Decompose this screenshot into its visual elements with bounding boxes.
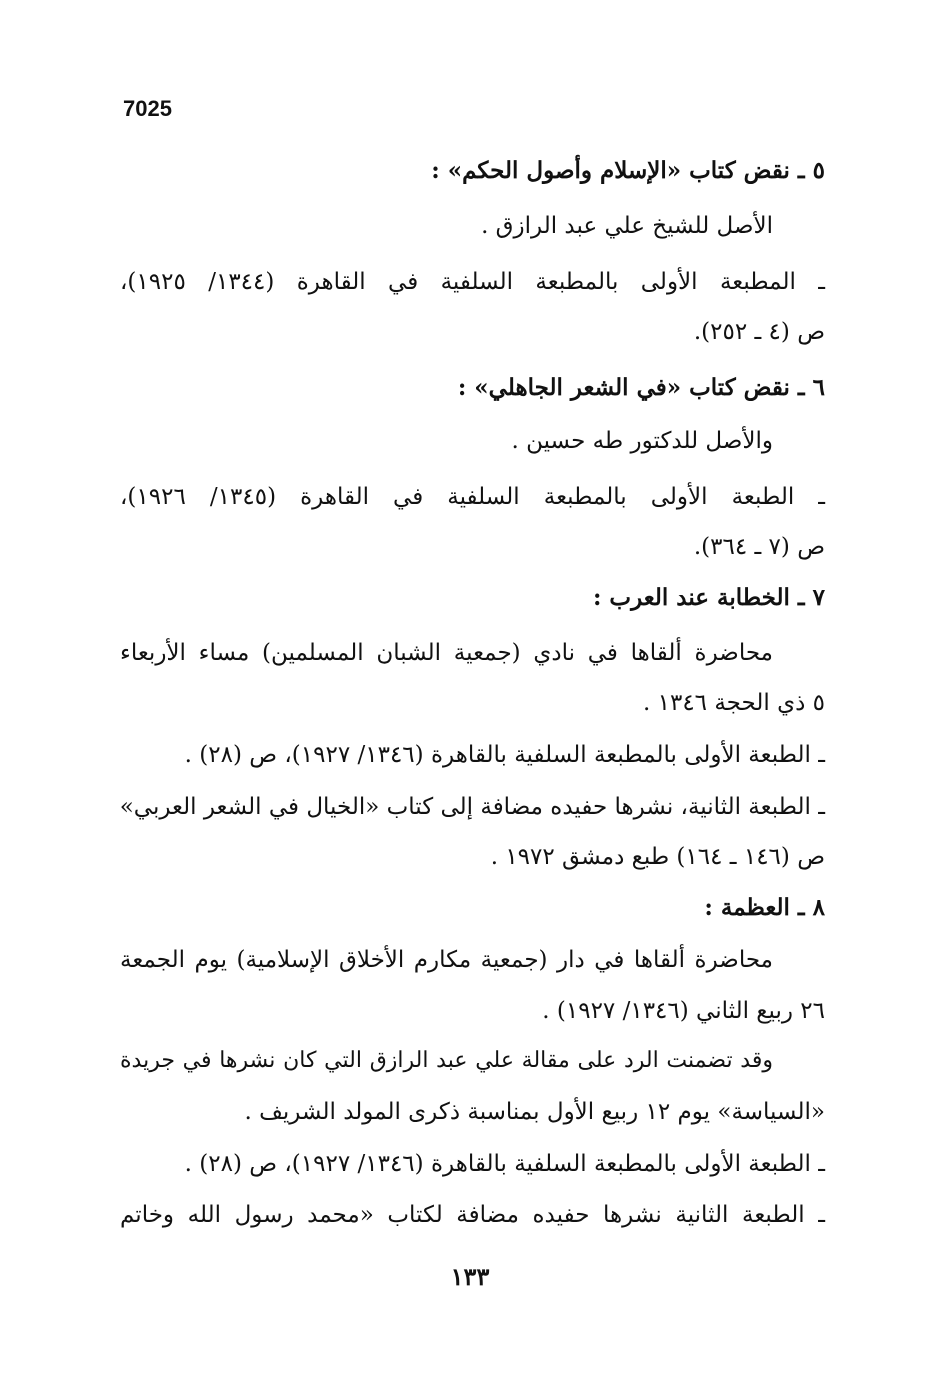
entry-8-line-4: «السياسة» يوم ١٢ ربيع الأول بمناسبة ذكرى المولد الشريف . bbox=[244, 1099, 825, 1125]
entry-8-line-3: وقد تضمنت الرد على مقالة علي عبد الرازق التي كان نشرها في جريدة bbox=[120, 1048, 773, 1073]
entry-5-line-2: ـ المطبعة الأولى بالمطبعة السلفية في القاهرة (١٣٤٤/ ١٩٢٥)، bbox=[120, 269, 825, 295]
entry-7-heading: ٧ ـ الخطابة عند العرب : bbox=[592, 584, 825, 611]
entry-6-line-3: ص (٧ ـ ٣٦٤). bbox=[693, 534, 825, 560]
entry-5-heading: ٥ ـ نقض كتاب «الإسلام وأصول الحكم» : bbox=[431, 157, 825, 184]
entry-6-line-1: والأصل للدكتور طه حسين . bbox=[511, 428, 773, 454]
entry-7-line-2: ٥ ذي الحجة ١٣٤٦ . bbox=[642, 690, 825, 716]
entry-7-line-3: ـ الطبعة الأولى بالمطبعة السلفية بالقاهرة (١٣٤٦/ ١٩٢٧)، ص (٢٨) . bbox=[184, 742, 825, 768]
entry-7-line-1: محاضرة ألقاها في نادي (جمعية الشبان المسلمين) مساء الأربعاء bbox=[120, 640, 773, 666]
entry-6-line-2: ـ الطبعة الأولى بالمطبعة السلفية في القاهرة (١٣٤٥/ ١٩٢٦)، bbox=[120, 484, 826, 510]
entry-5-line-1: الأصل للشيخ علي عبد الرازق . bbox=[481, 213, 773, 239]
entry-7-line-5: ص (١٤٦ ـ ١٦٤) طبع دمشق ١٩٧٢ . bbox=[490, 844, 825, 870]
entry-8-line-6: ـ الطبعة الثانية نشرها حفيده مضافة لكتاب «محمد رسول الله وخاتم bbox=[120, 1202, 825, 1228]
entry-8-line-1: محاضرة ألقاها في دار (جمعية مكارم الأخلاق الإسلامية) يوم الجمعة bbox=[120, 947, 773, 973]
entry-5-line-3: ص (٤ ـ ٢٥٢). bbox=[693, 319, 825, 345]
entry-8-line-2: ٢٦ ربيع الثاني (١٣٤٦/ ١٩٢٧) . bbox=[542, 998, 825, 1024]
page-number: ١٣٣ bbox=[450, 1262, 490, 1291]
page-id: 7025 bbox=[123, 96, 172, 121]
entry-8-line-5: ـ الطبعة الأولى بالمطبعة السلفية بالقاهرة (١٣٤٦/ ١٩٢٧)، ص (٢٨) . bbox=[184, 1151, 825, 1177]
entry-6-heading: ٦ ـ نقض كتاب «في الشعر الجاهلي» : bbox=[457, 374, 825, 401]
entry-7-line-4: ـ الطبعة الثانية، نشرها حفيده مضافة إلى كتاب «الخيال في الشعر العربي» bbox=[119, 794, 825, 820]
entry-8-heading: ٨ ـ العظمة : bbox=[704, 894, 825, 921]
